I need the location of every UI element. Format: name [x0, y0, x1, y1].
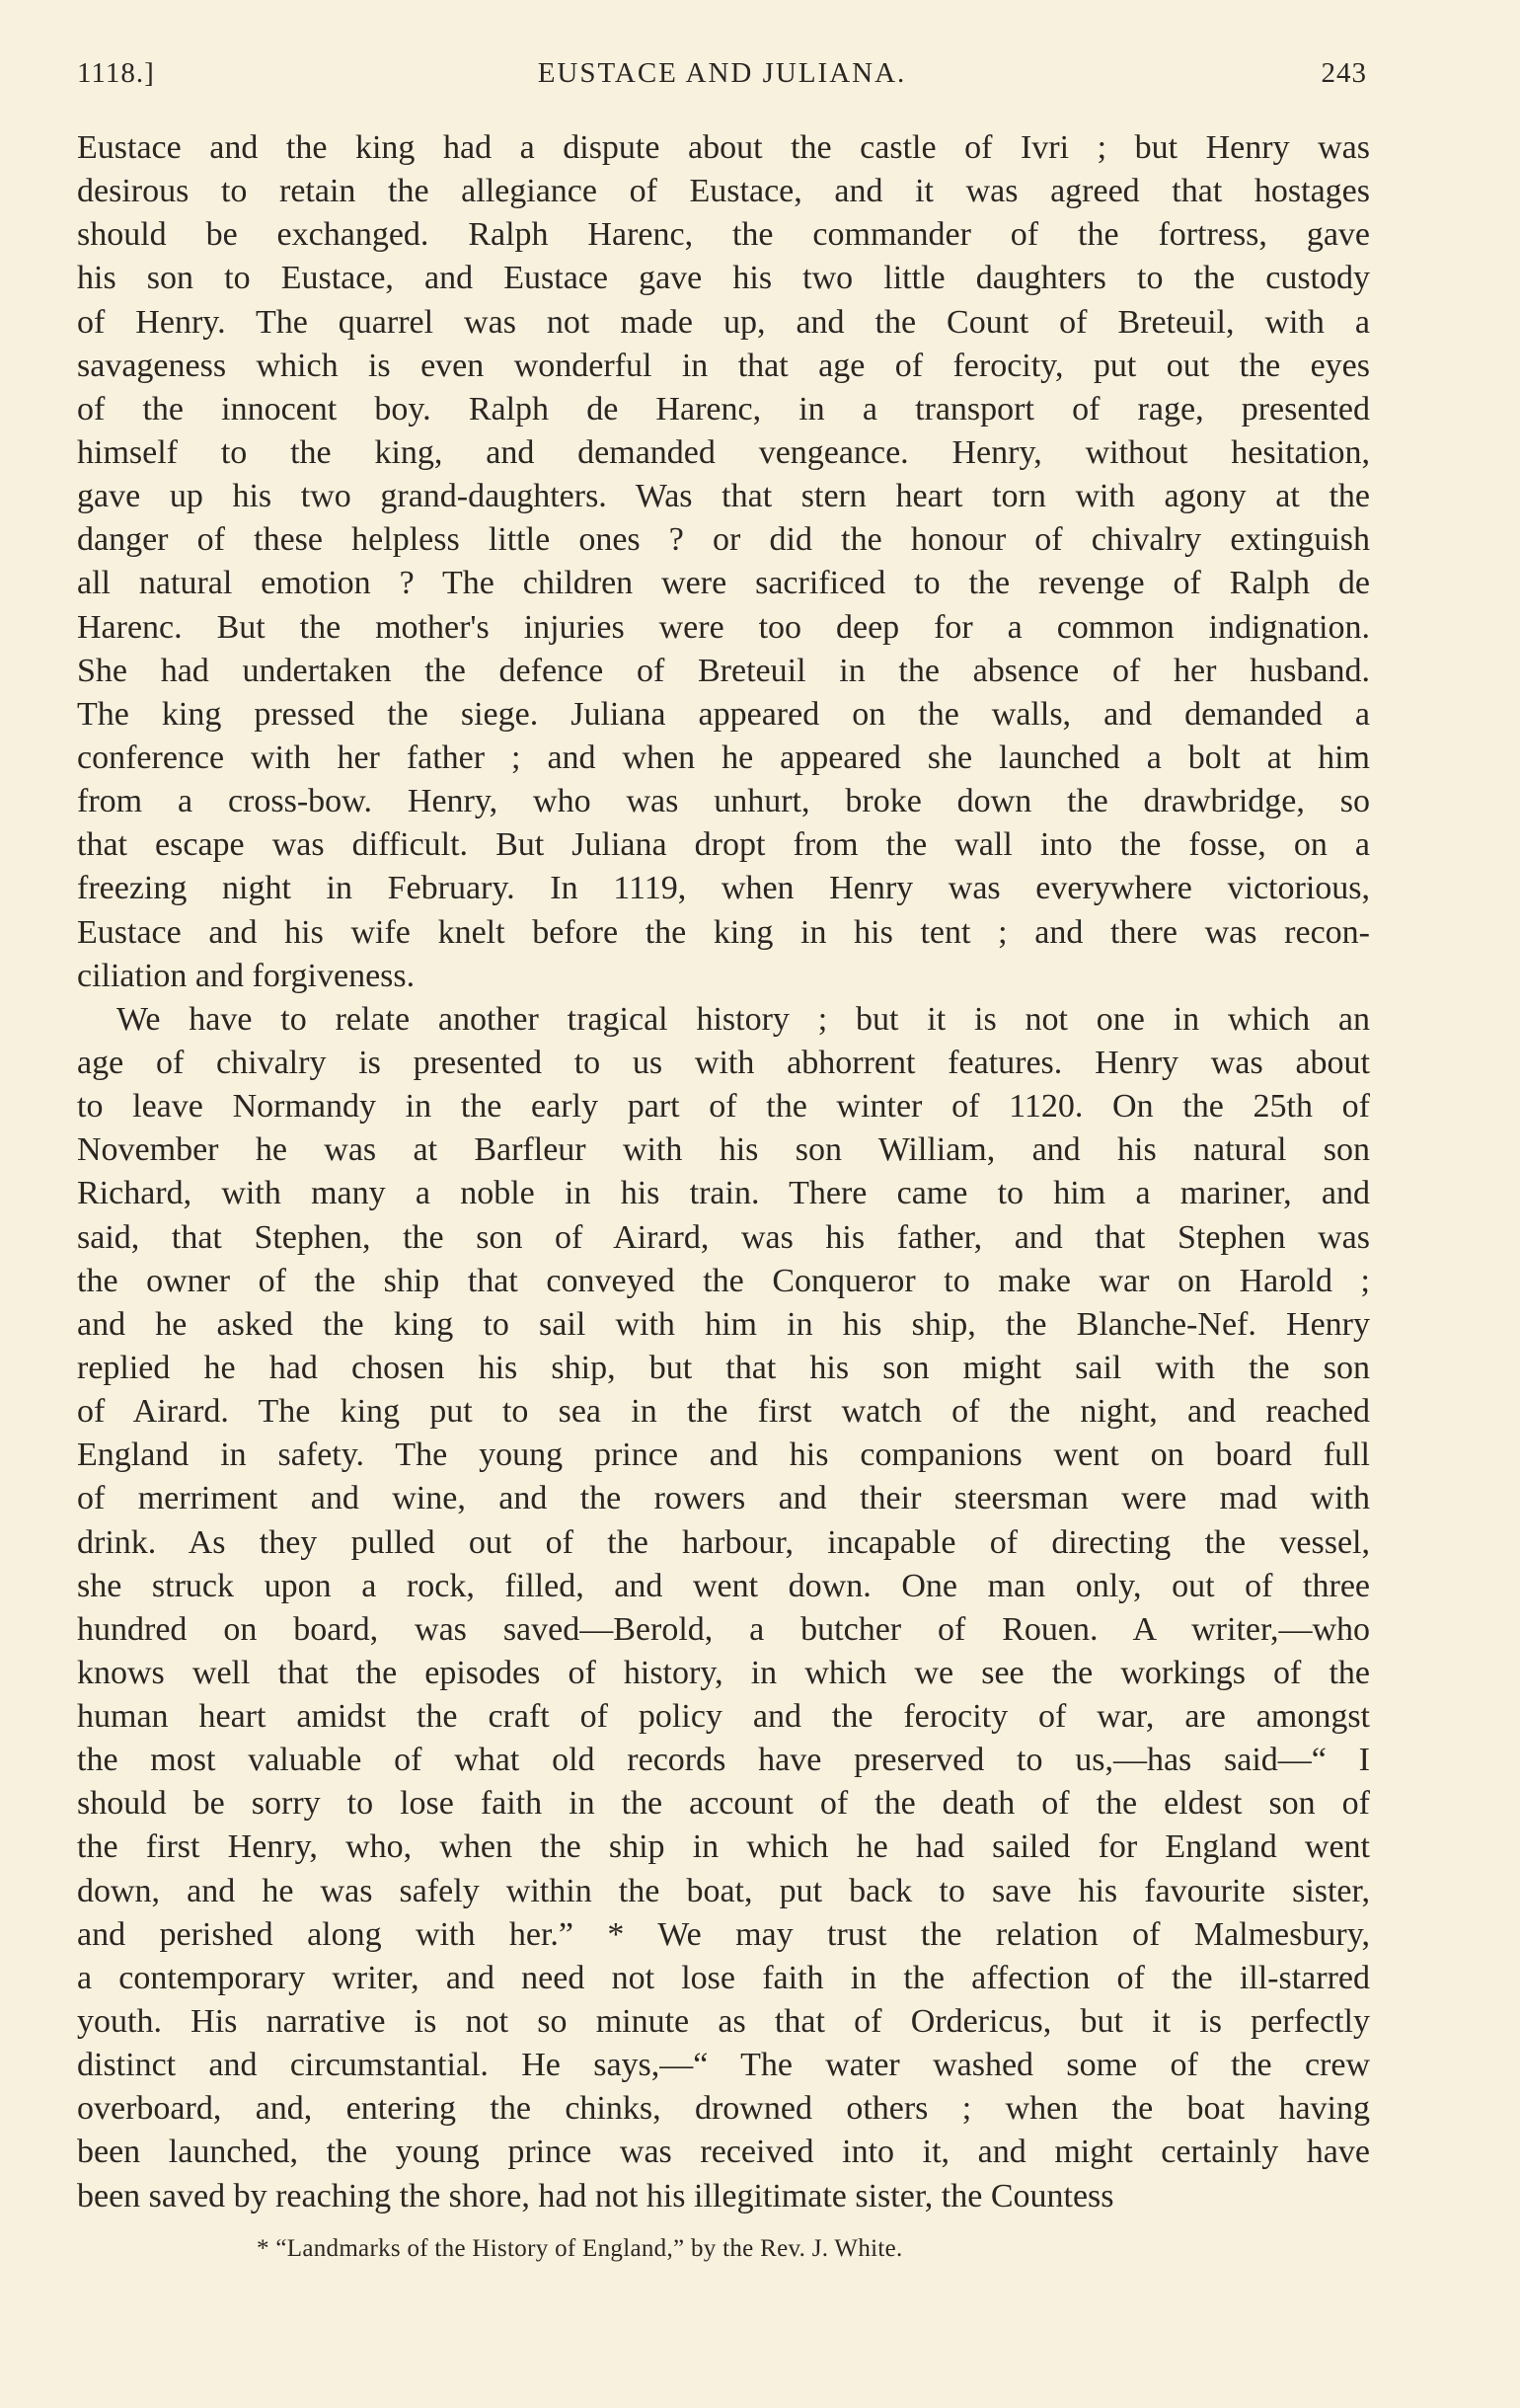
text-line: She had undertaken the defence of Breteuil in the absence of her husband. — [77, 652, 1370, 689]
text-line: desirous to retain the allegiance of Eustace, and it was agreed that hostages — [77, 173, 1370, 210]
text-line: Eustace and his wife knelt before the king in his tent ; and there was recon- — [77, 913, 1370, 951]
text-line: Richard, with many a noble in his train. There came to him a mariner, and — [77, 1175, 1370, 1212]
text-line: of Henry. The quarrel was not made up, and the Count of Breteuil, with a — [77, 303, 1370, 341]
text-line: said, that Stephen, the son of Airard, was his father, and that Stephen was — [77, 1218, 1370, 1256]
text-line: been saved by reaching the shore, had not his illegitimate sister, the Countess — [77, 2177, 1114, 2214]
text-line: replied he had chosen his ship, but that his son might sail with the son — [77, 1349, 1370, 1386]
text-line: the first Henry, who, when the ship in which he had sailed for England went — [77, 1828, 1370, 1866]
header-title: EUSTACE AND JULIANA. — [537, 57, 907, 89]
text-line: and perished along with her.” * We may trust the relation of Malmesbury, — [77, 1915, 1370, 1953]
text-line: Eustace and the king had a dispute about the castle of Ivri ; but Henry was — [77, 129, 1370, 166]
text-line: youth. His narrative is not so minute as that of Ordericus, but it is perfectly — [77, 2003, 1370, 2041]
text-line: savageness which is even wonderful in that age of ferocity, put out the eyes — [77, 347, 1370, 384]
text-line: The king pressed the siege. Juliana appeared on the walls, and demanded a — [77, 695, 1370, 733]
text-line: she struck upon a rock, filled, and went down. One man only, out of three — [77, 1567, 1370, 1604]
text-line: should be exchanged. Ralph Harenc, the commander of the fortress, gave — [77, 216, 1370, 254]
text-line: drink. As they pulled out of the harbour, incapable of directing the vessel, — [77, 1523, 1370, 1561]
text-line: his son to Eustace, and Eustace gave his two little daughters to the custody — [77, 260, 1370, 297]
footnote: * “Landmarks of the History of England,” by the Rev. J. White. — [257, 2235, 903, 2262]
text-line: We have to relate another tragical history ; but it is not one in which an — [116, 1000, 1370, 1038]
text-line: conference with her father ; and when he appeared she launched a bolt at him — [77, 738, 1370, 776]
text-line: knows well that the episodes of history, in which we see the workings of the — [77, 1654, 1370, 1691]
text-line: Harenc. But the mother's injuries were too deep for a common indignation. — [77, 608, 1370, 646]
text-line: human heart amidst the craft of policy and the ferocity of war, are amongst — [77, 1698, 1370, 1736]
text-line: that escape was difficult. But Juliana dropt from the wall into the fosse, on a — [77, 826, 1370, 864]
text-line: ciliation and forgiveness. — [77, 957, 416, 994]
header-year: 1118.] — [77, 57, 155, 89]
text-line: himself to the king, and demanded vengeance. Henry, without hesitation, — [77, 433, 1370, 471]
text-line: to leave Normandy in the early part of the winter of 1120. On the 25th of — [77, 1088, 1370, 1126]
text-line: should be sorry to lose faith in the account of the death of the eldest son of — [77, 1785, 1370, 1823]
text-line: of Airard. The king put to sea in the first watch of the night, and reached — [77, 1393, 1370, 1431]
text-line: down, and he was safely within the boat, put back to save his favourite sister, — [77, 1872, 1370, 1909]
text-line: been launched, the young prince was received into it, and might certainly have — [77, 2134, 1370, 2171]
text-line: of the innocent boy. Ralph de Harenc, in a transport of rage, presented — [77, 390, 1370, 427]
running-head — [77, 57, 1367, 97]
text-line: distinct and circumstantial. He says,—“ The water washed some of the crew — [77, 2047, 1370, 2084]
page-number: 243 — [1321, 57, 1367, 89]
text-line: and he asked the king to sail with him in his ship, the Blanche-Nef. Henry — [77, 1305, 1370, 1343]
text-line: from a cross-bow. Henry, who was unhurt, broke down the drawbridge, so — [77, 783, 1370, 820]
text-line: the most valuable of what old records have preserved to us,—has said—“ I — [77, 1742, 1370, 1779]
text-line: England in safety. The young prince and his companions went on board full — [77, 1437, 1370, 1474]
text-line: danger of these helpless little ones ? or did the honour of chivalry extinguish — [77, 521, 1370, 559]
text-line: age of chivalry is presented to us with abhorrent features. Henry was about — [77, 1044, 1370, 1081]
text-line: gave up his two grand-daughters. Was that stern heart torn with agony at the — [77, 478, 1370, 515]
text-line: a contemporary writer, and need not lose faith in the affection of the ill-starred — [77, 1959, 1370, 1996]
text-line: hundred on board, was saved—Berold, a butcher of Rouen. A writer,—who — [77, 1610, 1370, 1648]
text-line: all natural emotion ? The children were sacrificed to the revenge of Ralph de — [77, 565, 1370, 602]
text-line: of merriment and wine, and the rowers and their steersman were mad with — [77, 1480, 1370, 1517]
text-line: freezing night in February. In 1119, when Henry was everywhere victorious, — [77, 870, 1370, 907]
text-line: November he was at Barfleur with his son William, and his natural son — [77, 1131, 1370, 1169]
text-line: the owner of the ship that conveyed the Conqueror to make war on Harold ; — [77, 1262, 1370, 1299]
text-line: overboard, and, entering the chinks, drowned others ; when the boat having — [77, 2090, 1370, 2128]
body-text — [77, 126, 1370, 2218]
